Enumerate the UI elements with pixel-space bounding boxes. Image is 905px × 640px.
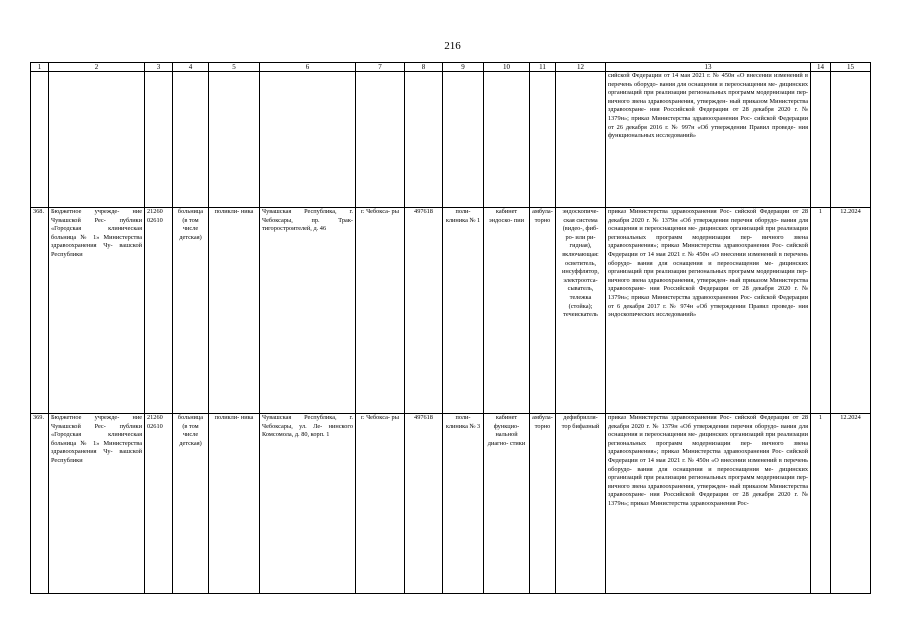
quantity: 1 — [811, 414, 831, 594]
page-number: 216 — [444, 40, 461, 52]
header-cell: 14 — [811, 63, 831, 72]
deadline-date: 12.2024 — [831, 414, 871, 594]
facility-type: больница (в том числе детская) — [173, 208, 209, 414]
org-code: 21260 02610 — [145, 414, 173, 594]
header-cell: 15 — [831, 63, 871, 72]
oktmo-code: 497618 — [405, 208, 443, 414]
table-row — [31, 414, 871, 594]
regulatory-docs-cell: приказ Министерства здравоохранения Рос- сийской Федерации от 28 декабря 2020 г. № 1379н «Об утверждении перечня оборудо- вания для оснащения и переоснащения ме- дицинских организаций при реализации региональных программ модернизации пер- вичного звена здравоохранения»; приказ Министерства здравоохранения Рос- сийской Федерации от 14 мая 2021 г. № 450н «О внесении изменений в перечень оборудо- вания для оснащения и переоснащения ме- дицинских организаций при реализации региональных программ модернизации пер- вичного звена здравоохранения, утвержден- ный приказом Министерства здравоохране- ния Российской Федерации от 28 декабря 2020 г. № 1379н»; приказ Министерства здравоохранения Рос- — [606, 414, 811, 594]
room: кабинет функцио- нальной диагно- стики — [484, 414, 530, 594]
unit-type: поликли- ника — [209, 414, 260, 594]
header-cell: 9 — [443, 63, 484, 72]
header-cell: 7 — [356, 63, 405, 72]
city: г. Чебокса- ры — [356, 208, 405, 414]
header-cell: 8 — [405, 63, 443, 72]
care-conditions: амбула- торно — [530, 414, 556, 594]
oktmo-code: 497618 — [405, 414, 443, 594]
table-header-row — [31, 63, 871, 72]
row-number: 368. — [31, 208, 49, 414]
header-cell: 13 — [606, 63, 811, 72]
org-code: 21260 02610 — [145, 208, 173, 414]
regulatory-docs-cell: сийской Федерации от 14 мая 2021 г. № 450н «О внесении изменений в перечень оборудо- вания для оснащения и переоснащения ме- дицинских организаций при реализации региональных программ модернизации пер- вичного звена здравоохранения, утвержден- ный приказом Министерства здравоохране- ния Российской Федерации от 28 декабря 2020 г. № 1379н»; приказ Министерства здравоохранения Рос- сийской Федерации от 26 декабря 2016 г. № 997н «Об утверждении Правил проведе- ния функциональных исследований» — [606, 72, 811, 208]
equipment-name: эндоскопиче- ская система (видео-, фиб- ро- или ри- гидная), включающая: осветитель, инсуффлятор, электроотса- сыватель, тележка (стойка); течеискатель — [556, 208, 606, 414]
header-cell: 4 — [173, 63, 209, 72]
quantity: 1 — [811, 208, 831, 414]
unit-type: поликли- ника — [209, 208, 260, 414]
table-row-continuation — [31, 72, 871, 208]
regulatory-docs-cell: приказ Министерства здравоохранения Рос- сийской Федерации от 28 декабря 2020 г. № 1379н «Об утверждении перечня оборудо- вания для оснащения и переоснащения ме- дицинских организаций при реализации региональных программ модернизации пер- вичного звена здравоохранения»; приказ Министерства здравоохранения Рос- сийской Федерации от 14 мая 2021 г. № 450н «О внесении изменений в перечень оборудо- вания для оснащения и переоснащения ме- дицинских организаций при реализации региональных программ модернизации пер- вичного звена здравоохранения, утвержден- ный приказом Министерства здравоохране- ния Российской Федерации от 28 декабря 2020 г. № 1379н»; приказ Министерства здравоохранения Рос- сийской Федерации от 6 декабря 2017 г. № 974н «Об утверждении Правил проведе- ния эндоскопических исследований» — [606, 208, 811, 414]
header-cell: 1 — [31, 63, 49, 72]
address: Чувашская Республика, г. Чебоксары, пр. Трак- тигоростроителей, д. 46 — [260, 208, 356, 414]
equipment-name: дефибрилля- тор бифазный — [556, 414, 606, 594]
city: г. Чебокса- ры — [356, 414, 405, 594]
table-row — [31, 208, 871, 414]
facility-type: больница (в том числе детская) — [173, 414, 209, 594]
header-cell: 11 — [530, 63, 556, 72]
care-conditions: амбула- торно — [530, 208, 556, 414]
header-cell: 3 — [145, 63, 173, 72]
subunit: поли- клиника № 3 — [443, 414, 484, 594]
organization-name: Бюджетное учрежде- ние Чувашской Рес- публики «Городская клиническая больница № 1» Министерства здравоохранения Чу- вашской Республики — [49, 208, 145, 414]
deadline-date: 12.2024 — [831, 208, 871, 414]
row-number: 369. — [31, 414, 49, 594]
header-cell: 12 — [556, 63, 606, 72]
subunit: поли- клиника № 1 — [443, 208, 484, 414]
header-cell: 6 — [260, 63, 356, 72]
equipment-table — [30, 62, 871, 594]
header-cell: 5 — [209, 63, 260, 72]
address: Чувашская Республика, г. Чебоксары, ул. Ле- нинского Комсомола, д. 80, корп. 1 — [260, 414, 356, 594]
room: кабинет эндоско- пии — [484, 208, 530, 414]
header-cell: 10 — [484, 63, 530, 72]
organization-name: Бюджетное учрежде- ние Чувашской Рес- публики «Городская клиническая больница № 1» Министерства здравоохранения Чу- вашской Республики — [49, 414, 145, 594]
header-cell: 2 — [49, 63, 145, 72]
